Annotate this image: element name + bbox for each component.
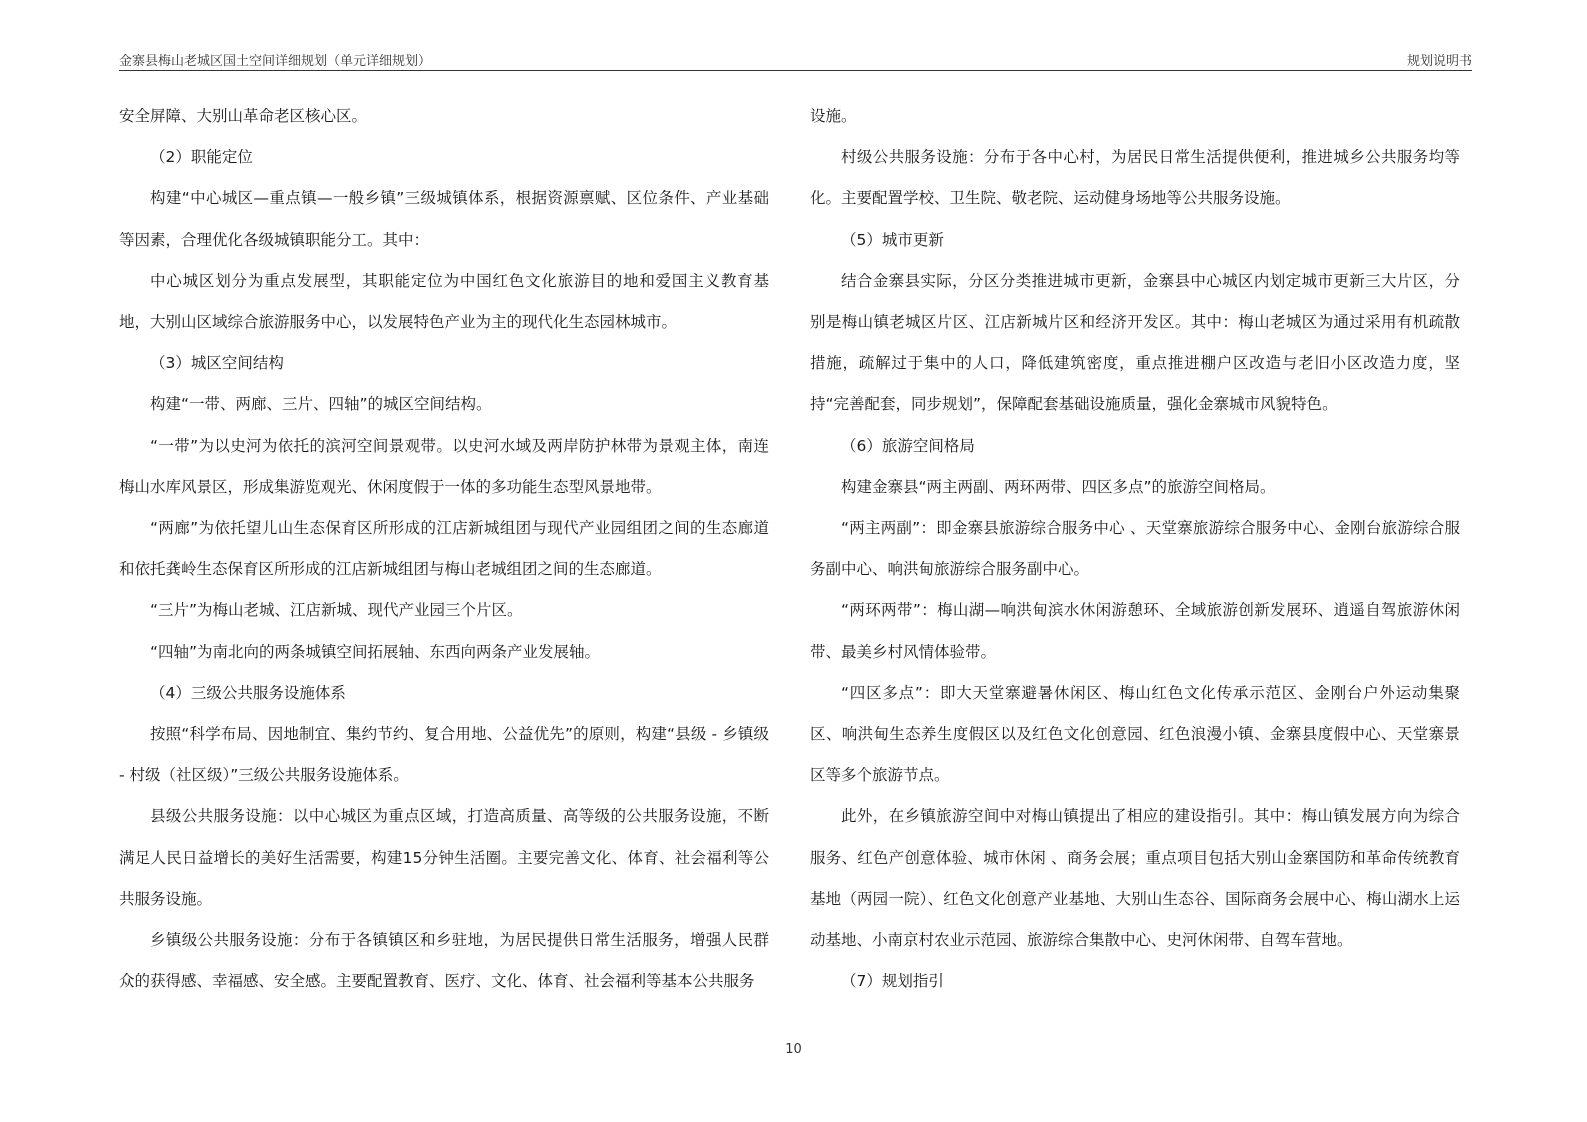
section-heading: （6）旅游空间格局 [841,436,975,455]
paragraph: 中心城区划分为重点发展型，其职能定位为中国红色文化旅游目的地和爱国主义教育基地，大别山区域综合旅游服务中心，以发展特色产业为主的现代化生态园林城市。 [119,271,769,332]
paragraph: 构建“中心城区—重点镇—一般乡镇”三级城镇体系，根据资源禀赋、区位条件、产业基础等因素，合理优化各级城镇职能分工。其中： [119,189,769,249]
paragraph: “三片”为梅山老城、江店新城、现代产业园三个片区。 [150,601,523,620]
document-title: 金寨县梅山老城区国土空间详细规划（单元详细规划） [119,54,432,69]
left-column [119,96,769,1002]
paragraph: 此外，在乡镇旅游空间中对梅山镇提出了相应的建设指引。其中：梅山镇发展方向为综合服务、红色产创意体验、城市休闲 、商务会展；重点项目包括大别山金寨国防和革命传统教育基地（两园一院）、红色文化创意产业基地、大别山生态谷、国际商务会展中心、梅山湖水上运动基地、小南京村农业示范园、旅游综合集散中心、史河休闲带、自驾车营地。 [810,807,1460,950]
paragraph: 构建金寨县“两主两副、两环两带、四区多点”的旅游空间格局。 [841,477,1276,496]
paragraph: 安全屏障、大别山革命老区核心区。 [119,107,368,125]
paragraph: 村级公共服务设施：分布于各中心村，为居民日常生活提供便利，推进城乡公共服务均等化。主要配置学校、卫生院、敬老院、运动健身场地等公共服务设施。 [810,148,1460,208]
paragraph: 结合金寨县实际，分区分类推进城市更新，金寨县中心城区内划定城市更新三大片区，分别是梅山镇老城区片区、江店新城片区和经济开发区。其中：梅山老城区为通过采用有机疏散措施，疏解过于集中的人口，降低建筑密度，重点推进棚户区改造与老旧小区改造力度，坚持“完善配套，同步规划”，保障配套基础设施质量，强化金寨城市风貌特色。 [810,271,1460,414]
paragraph: “四区多点”：即大天堂寨避暑休闲区、梅山红色文化传承示范区、金刚台户外运动集聚区、响洪甸生态养生度假区以及红色文化创意园、红色浪漫小镇、金寨县度假中心、天堂寨景区等多个旅游节点。 [810,683,1460,785]
paragraph: 县级公共服务设施：以中心城区为重点区域，打造高质量、高等级的公共服务设施，不断满足人民日益增长的美好生活需要，构建15分钟生活圈。主要完善文化、体育、社会福利等公共服务设施。 [119,807,769,908]
page-header [119,48,1472,71]
paragraph: 乡镇级公共服务设施：分布于各镇镇区和乡驻地，为居民提供日常生活服务，增强人民群众的获得感、幸福感、安全感。主要配置教育、医疗、文化、体育、社会福利等基本公共服务 [119,931,769,991]
paragraph: “两环两带”：梅山湖—响洪甸滨水休闲游憩环、全域旅游创新发展环、逍遥自驾旅游休闲带、最美乡村风情体验带。 [810,601,1460,661]
section-heading: （2）职能定位 [150,148,253,167]
paragraph: “两主两副”：即金寨县旅游综合服务中心 、天堂寨旅游综合服务中心、金刚台旅游综合服务副中心、响洪甸旅游综合服务副中心。 [810,519,1460,579]
paragraph: 按照“科学布局、因地制宜、集约节约、复合用地、公益优先”的原则，构建“县级 - 乡镇级 - 村级（社区级）”三级公共服务设施体系。 [119,725,769,785]
paragraph: 设施。 [810,107,857,125]
page-number: 10 [785,1042,802,1057]
section-heading: （4）三级公共服务设施体系 [150,683,346,702]
paragraph: “两廊”为依托望儿山生态保育区所形成的江店新城组团与现代产业园组团之间的生态廊道和依托龚岭生态保育区所形成的江店新城组团与梅山老城组团之间的生态廊道。 [119,519,769,579]
paragraph: “一带”为以史河为依托的滨河空间景观带。以史河水域及两岸防护林带为景观主体，南连梅山水库风景区，形成集游览观光、休闲度假于一体的多功能生态型风景地带。 [119,436,769,496]
section-heading: （3）城区空间结构 [150,354,284,373]
paragraph: 构建“一带、两廊、三片、四轴”的城区空间结构。 [150,395,492,414]
paragraph: “四轴”为南北向的两条城镇空间拓展轴、东西向两条产业发展轴。 [150,642,601,661]
section-heading: （5）城市更新 [841,230,944,249]
document-type: 规划说明书 [1406,54,1472,69]
section-heading: （7）规划指引 [841,972,944,991]
right-column [810,96,1460,1002]
